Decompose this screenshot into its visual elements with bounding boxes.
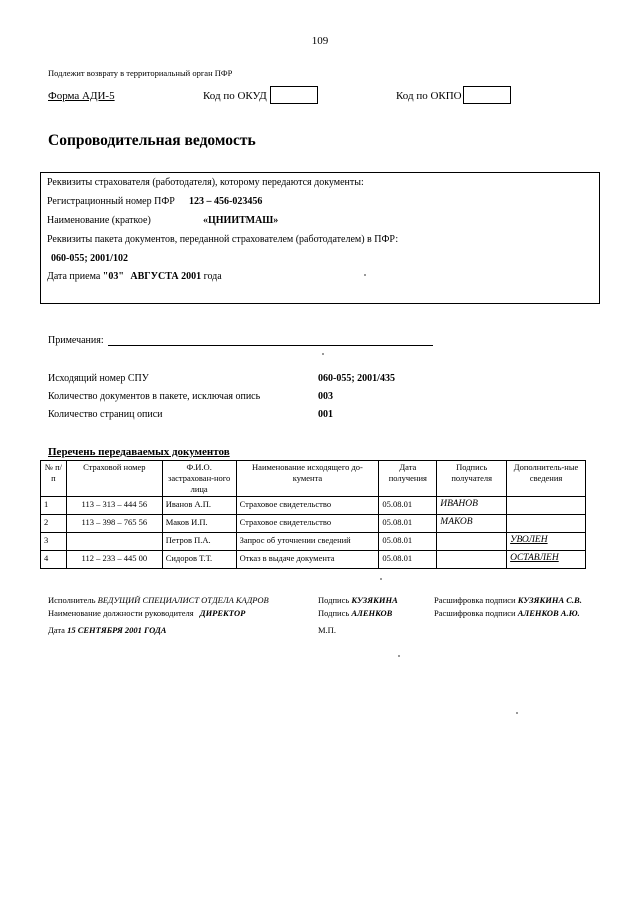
- cell-full-name: Сидоров Т.Т.: [162, 551, 236, 569]
- page-title: Сопроводительная ведомость: [48, 132, 256, 149]
- decode-2-line: [434, 608, 580, 618]
- executor-line: [48, 595, 269, 605]
- summary-label-0: Исходящий номер СПУ: [48, 373, 149, 384]
- cell-number: 2: [41, 515, 67, 533]
- decode-2-label: Расшифровка подписи: [434, 608, 516, 618]
- position-line: [48, 608, 245, 618]
- receipt-date-day: "03": [102, 271, 124, 282]
- decode-1-label: Расшифровка подписи: [434, 595, 516, 605]
- signature-2-line: [318, 608, 392, 618]
- packet-value: 060-055; 2001/102: [51, 253, 128, 264]
- receipt-date: [47, 271, 222, 282]
- cell-document-name: Страховое свидетельство: [236, 497, 379, 515]
- packet-label: Реквизиты пакета документов, переданной страхователем (работодателем) в ПФР:: [47, 234, 399, 245]
- cell-recipient-signature: [437, 533, 507, 551]
- table-row: [41, 497, 586, 515]
- signature-2-label: Подпись: [318, 608, 350, 618]
- page-number: 109: [311, 35, 329, 47]
- stamp-place-label: М.П.: [318, 625, 336, 635]
- short-name-value: «ЦНИИТМАШ»: [203, 215, 279, 226]
- cell-additional-info: ОСТАВЛЕН: [507, 551, 586, 569]
- cell-receipt-date: 05.08.01: [379, 515, 437, 533]
- cell-recipient-signature: [437, 551, 507, 569]
- signing-date-value: 15 СЕНТЯБРЯ 2001 ГОДА: [67, 625, 167, 635]
- cell-insurance-number: 112 – 233 – 445 00: [66, 551, 162, 569]
- receipt-date-suffix: года: [203, 271, 222, 282]
- cell-document-name: Запрос об уточнении сведений: [236, 533, 379, 551]
- okpo-label: Код по ОКПО: [396, 90, 462, 102]
- summary-label-2: Количество страниц описи: [48, 409, 163, 420]
- signing-date-line: [48, 625, 166, 635]
- scan-speck: [380, 578, 382, 580]
- scan-speck: [322, 353, 324, 355]
- cell-recipient-signature: МАКОВ: [437, 515, 507, 533]
- cell-document-name: Страховое свидетельство: [236, 515, 379, 533]
- col-header-document-name: Наименование исходящего до-кумента: [236, 461, 379, 497]
- requisites-heading: Реквизиты страхователя (работодателя), которому передаются документы:: [47, 177, 364, 188]
- notes-label: Примечания:: [48, 335, 104, 346]
- cell-number: 4: [41, 551, 67, 569]
- decode-2-value: АЛЕНКОВ А.Ю.: [517, 608, 580, 618]
- cell-document-name: Отказ в выдаче документа: [236, 551, 379, 569]
- cell-receipt-date: 05.08.01: [379, 551, 437, 569]
- cell-recipient-signature: ИВАНОВ: [437, 497, 507, 515]
- return-note: Подлежит возврату в территориальный орган ПФР: [48, 68, 233, 78]
- table-row: [41, 533, 586, 551]
- cell-full-name: Петров П.А.: [162, 533, 236, 551]
- documents-table: [40, 460, 586, 569]
- decode-1-line: [434, 595, 582, 605]
- form-name: Форма АДИ-5: [48, 90, 115, 102]
- cell-insurance-number: 113 – 398 – 765 56: [66, 515, 162, 533]
- scan-speck: [364, 274, 366, 276]
- scan-speck: [398, 655, 400, 657]
- signature-2-value: АЛЕНКОВ: [351, 608, 393, 618]
- reg-number-value: 123 – 456-023456: [189, 196, 263, 207]
- cell-receipt-date: 05.08.01: [379, 533, 437, 551]
- table-row: [41, 515, 586, 533]
- short-name-label: Наименование (краткое): [47, 215, 151, 226]
- col-header-number: № п/п: [41, 461, 67, 497]
- executor-value: ВЕДУЩИЙ СПЕЦИАЛИСТ ОТДЕЛА КАДРОВ: [97, 595, 269, 605]
- executor-label: Исполнитель: [48, 595, 96, 605]
- position-value: ДИРЕКТОР: [199, 608, 246, 618]
- okpo-code-field[interactable]: [463, 86, 511, 104]
- signature-1-label: Подпись: [318, 595, 350, 605]
- documents-table-title: Перечень передаваемых документов: [48, 446, 230, 458]
- position-label: Наименование должности руководителя: [48, 608, 194, 618]
- cell-insurance-number: 113 – 313 – 444 56: [66, 497, 162, 515]
- signing-date-label: Дата: [48, 625, 65, 635]
- requisites-box: [40, 172, 600, 304]
- notes-line[interactable]: [108, 345, 433, 346]
- cell-number: 1: [41, 497, 67, 515]
- cell-insurance-number: [66, 533, 162, 551]
- summary-label-1: Количество документов в пакете, исключая опись: [48, 391, 261, 402]
- cell-number: 3: [41, 533, 67, 551]
- col-header-recipient-signature: Подпись получателя: [437, 461, 507, 497]
- summary-value-2: 001: [318, 409, 333, 420]
- cell-additional-info: [507, 497, 586, 515]
- okud-code-field[interactable]: [270, 86, 318, 104]
- summary-value-0: 060-055; 2001/435: [318, 373, 395, 384]
- scan-speck: [516, 712, 518, 714]
- okud-label: Код по ОКУД: [203, 90, 267, 102]
- col-header-insurance-number: Страховой номер: [66, 461, 162, 497]
- cell-receipt-date: 05.08.01: [379, 497, 437, 515]
- receipt-date-month-year: АВГУСТА 2001: [130, 271, 202, 282]
- table-row: [41, 551, 586, 569]
- cell-additional-info: [507, 515, 586, 533]
- cell-full-name: Маков И.П.: [162, 515, 236, 533]
- receipt-date-label: Дата приема: [47, 271, 101, 282]
- signature-1-value: КУЗЯКИНА: [351, 595, 398, 605]
- col-header-full-name: Ф.И.О. застрахован-ного лица: [162, 461, 236, 497]
- signature-1-line: [318, 595, 398, 605]
- col-header-additional-info: Дополнитель-ные сведения: [507, 461, 586, 497]
- cell-additional-info: УВОЛЕН: [507, 533, 586, 551]
- col-header-receipt-date: Дата получения: [379, 461, 437, 497]
- cell-full-name: Иванов А.П.: [162, 497, 236, 515]
- reg-number-label: Регистрационный номер ПФР: [47, 196, 175, 207]
- summary-value-1: 003: [318, 391, 333, 402]
- table-header-row: [41, 461, 586, 497]
- decode-1-value: КУЗЯКИНА С.В.: [517, 595, 582, 605]
